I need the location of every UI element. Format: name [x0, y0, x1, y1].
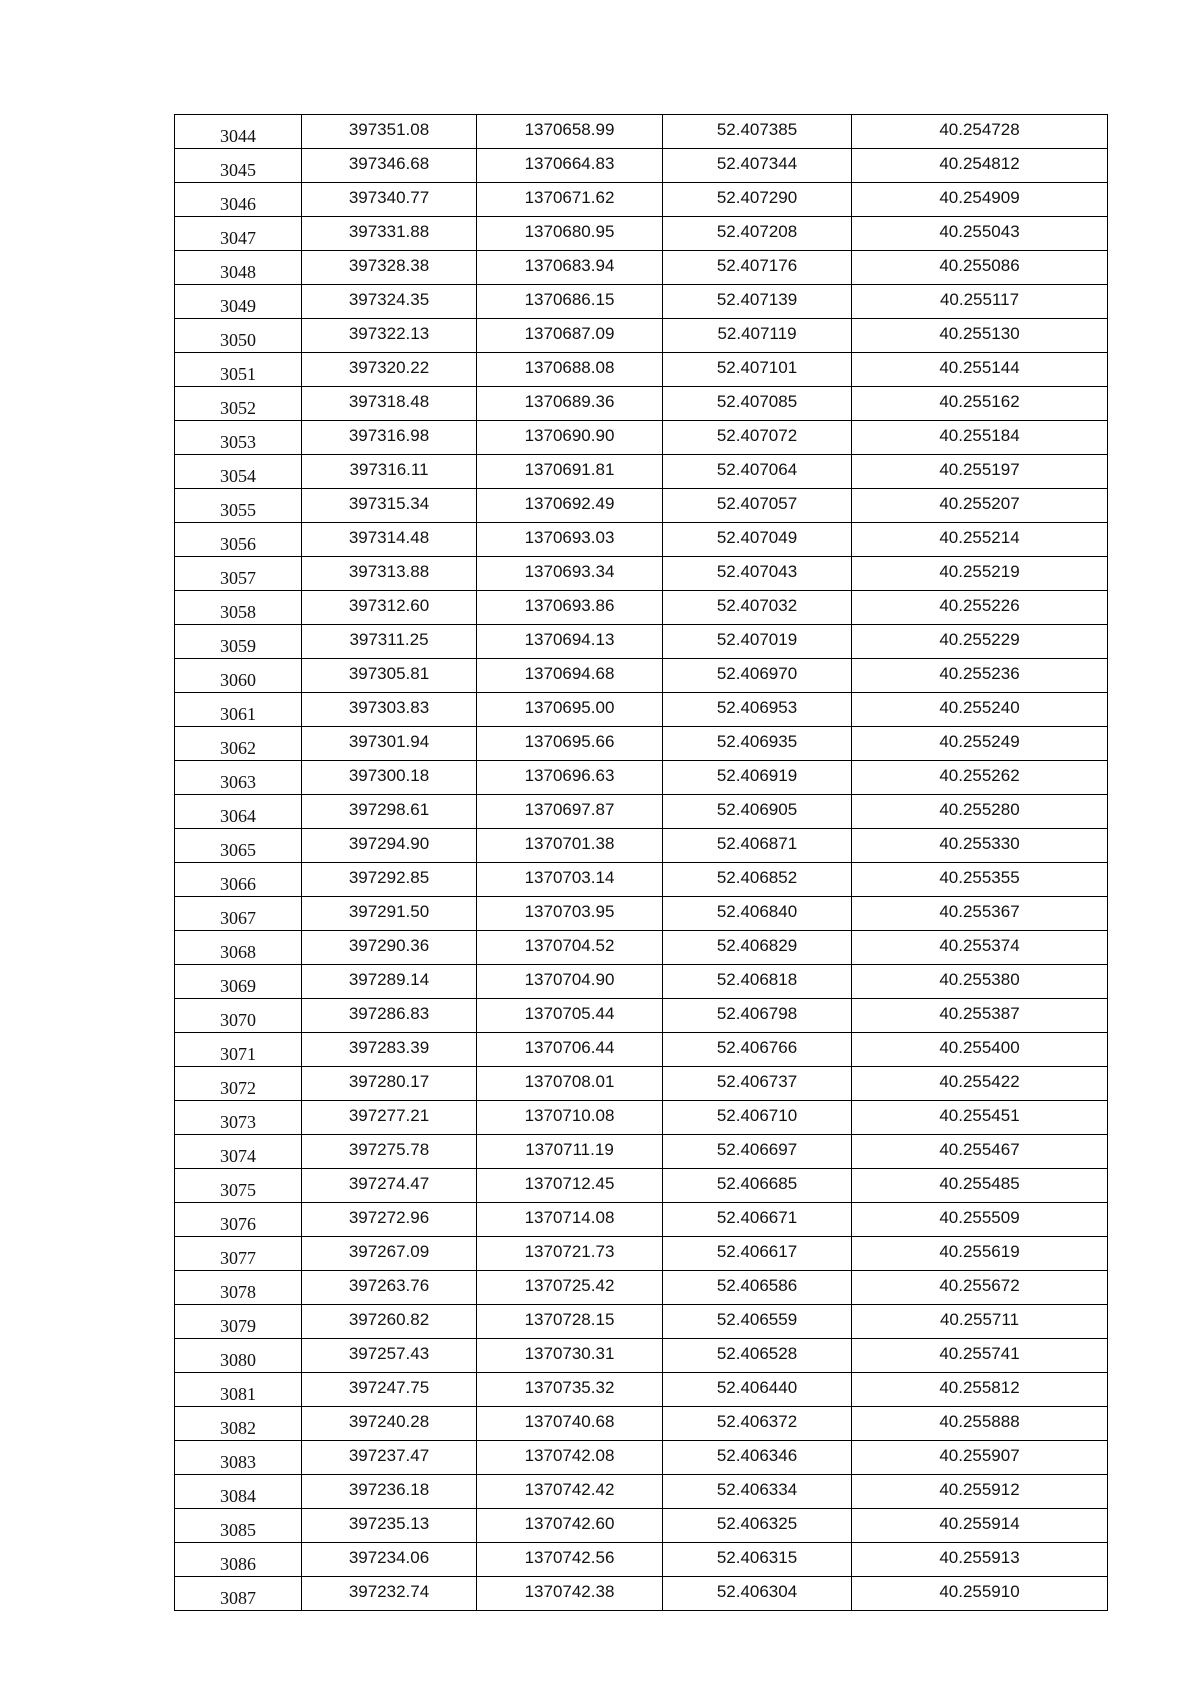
- y-coordinate-cell: 1370693.86: [477, 591, 663, 625]
- y-coordinate-cell: 1370742.42: [477, 1475, 663, 1509]
- latitude-cell: 52.406737: [663, 1067, 852, 1101]
- longitude-cell: 40.255330: [852, 829, 1108, 863]
- table-row: [175, 523, 1108, 557]
- y-coordinate-cell: 1370705.44: [477, 999, 663, 1033]
- table-row: [175, 1067, 1108, 1101]
- x-coordinate-cell: 397301.94: [302, 727, 477, 761]
- table-row: [175, 761, 1108, 795]
- y-coordinate-cell: 1370704.90: [477, 965, 663, 999]
- latitude-cell: 52.407064: [663, 455, 852, 489]
- x-coordinate-cell: 397303.83: [302, 693, 477, 727]
- longitude-cell: 40.254909: [852, 183, 1108, 217]
- y-coordinate-cell: 1370687.09: [477, 319, 663, 353]
- table-row: [175, 591, 1108, 625]
- x-coordinate-cell: 397291.50: [302, 897, 477, 931]
- y-coordinate-cell: 1370701.38: [477, 829, 663, 863]
- point-number-cell: 3054: [175, 455, 302, 489]
- y-coordinate-cell: 1370704.52: [477, 931, 663, 965]
- x-coordinate-cell: 397316.11: [302, 455, 477, 489]
- y-coordinate-cell: 1370730.31: [477, 1339, 663, 1373]
- longitude-cell: 40.255117: [852, 285, 1108, 319]
- coordinates-table-body: [175, 115, 1108, 1611]
- latitude-cell: 52.407176: [663, 251, 852, 285]
- point-number-cell: 3084: [175, 1475, 302, 1509]
- table-row: [175, 1339, 1108, 1373]
- longitude-cell: 40.255509: [852, 1203, 1108, 1237]
- longitude-cell: 40.255262: [852, 761, 1108, 795]
- x-coordinate-cell: 397346.68: [302, 149, 477, 183]
- longitude-cell: 40.255672: [852, 1271, 1108, 1305]
- table-row: [175, 1509, 1108, 1543]
- latitude-cell: 52.407290: [663, 183, 852, 217]
- table-row: [175, 319, 1108, 353]
- latitude-cell: 52.407385: [663, 115, 852, 149]
- table-row: [175, 149, 1108, 183]
- x-coordinate-cell: 397275.78: [302, 1135, 477, 1169]
- point-number-cell: 3065: [175, 829, 302, 863]
- longitude-cell: 40.255367: [852, 897, 1108, 931]
- x-coordinate-cell: 397286.83: [302, 999, 477, 1033]
- longitude-cell: 40.255912: [852, 1475, 1108, 1509]
- latitude-cell: 52.406528: [663, 1339, 852, 1373]
- x-coordinate-cell: 397320.22: [302, 353, 477, 387]
- point-number-cell: 3086: [175, 1543, 302, 1577]
- x-coordinate-cell: 397294.90: [302, 829, 477, 863]
- point-number-cell: 3053: [175, 421, 302, 455]
- latitude-cell: 52.406685: [663, 1169, 852, 1203]
- latitude-cell: 52.406798: [663, 999, 852, 1033]
- table-row: [175, 795, 1108, 829]
- y-coordinate-cell: 1370695.66: [477, 727, 663, 761]
- longitude-cell: 40.255741: [852, 1339, 1108, 1373]
- point-number-cell: 3048: [175, 251, 302, 285]
- longitude-cell: 40.255144: [852, 353, 1108, 387]
- point-number-cell: 3057: [175, 557, 302, 591]
- latitude-cell: 52.407208: [663, 217, 852, 251]
- x-coordinate-cell: 397283.39: [302, 1033, 477, 1067]
- x-coordinate-cell: 397340.77: [302, 183, 477, 217]
- table-row: [175, 217, 1108, 251]
- table-row: [175, 455, 1108, 489]
- point-number-cell: 3070: [175, 999, 302, 1033]
- point-number-cell: 3081: [175, 1373, 302, 1407]
- longitude-cell: 40.255219: [852, 557, 1108, 591]
- x-coordinate-cell: 397247.75: [302, 1373, 477, 1407]
- longitude-cell: 40.255086: [852, 251, 1108, 285]
- longitude-cell: 40.255249: [852, 727, 1108, 761]
- table-row: [175, 1237, 1108, 1271]
- x-coordinate-cell: 397272.96: [302, 1203, 477, 1237]
- y-coordinate-cell: 1370671.62: [477, 183, 663, 217]
- x-coordinate-cell: 397292.85: [302, 863, 477, 897]
- coordinates-table: [174, 114, 1108, 1611]
- table-row: [175, 353, 1108, 387]
- point-number-cell: 3077: [175, 1237, 302, 1271]
- latitude-cell: 52.407085: [663, 387, 852, 421]
- y-coordinate-cell: 1370697.87: [477, 795, 663, 829]
- table-row: [175, 557, 1108, 591]
- x-coordinate-cell: 397298.61: [302, 795, 477, 829]
- longitude-cell: 40.255207: [852, 489, 1108, 523]
- y-coordinate-cell: 1370693.34: [477, 557, 663, 591]
- longitude-cell: 40.255197: [852, 455, 1108, 489]
- latitude-cell: 52.406871: [663, 829, 852, 863]
- longitude-cell: 40.255130: [852, 319, 1108, 353]
- x-coordinate-cell: 397351.08: [302, 115, 477, 149]
- latitude-cell: 52.406818: [663, 965, 852, 999]
- x-coordinate-cell: 397240.28: [302, 1407, 477, 1441]
- table-row: [175, 489, 1108, 523]
- point-number-cell: 3050: [175, 319, 302, 353]
- y-coordinate-cell: 1370683.94: [477, 251, 663, 285]
- longitude-cell: 40.255400: [852, 1033, 1108, 1067]
- latitude-cell: 52.406919: [663, 761, 852, 795]
- point-number-cell: 3066: [175, 863, 302, 897]
- longitude-cell: 40.255229: [852, 625, 1108, 659]
- longitude-cell: 40.255711: [852, 1305, 1108, 1339]
- y-coordinate-cell: 1370695.00: [477, 693, 663, 727]
- longitude-cell: 40.255467: [852, 1135, 1108, 1169]
- y-coordinate-cell: 1370712.45: [477, 1169, 663, 1203]
- longitude-cell: 40.255226: [852, 591, 1108, 625]
- point-number-cell: 3056: [175, 523, 302, 557]
- longitude-cell: 40.254812: [852, 149, 1108, 183]
- x-coordinate-cell: 397322.13: [302, 319, 477, 353]
- x-coordinate-cell: 397260.82: [302, 1305, 477, 1339]
- y-coordinate-cell: 1370735.32: [477, 1373, 663, 1407]
- point-number-cell: 3067: [175, 897, 302, 931]
- y-coordinate-cell: 1370711.19: [477, 1135, 663, 1169]
- latitude-cell: 52.406766: [663, 1033, 852, 1067]
- x-coordinate-cell: 397236.18: [302, 1475, 477, 1509]
- y-coordinate-cell: 1370708.01: [477, 1067, 663, 1101]
- x-coordinate-cell: 397318.48: [302, 387, 477, 421]
- table-row: [175, 693, 1108, 727]
- table-row: [175, 1305, 1108, 1339]
- point-number-cell: 3055: [175, 489, 302, 523]
- point-number-cell: 3078: [175, 1271, 302, 1305]
- y-coordinate-cell: 1370742.38: [477, 1577, 663, 1611]
- point-number-cell: 3075: [175, 1169, 302, 1203]
- point-number-cell: 3082: [175, 1407, 302, 1441]
- point-number-cell: 3083: [175, 1441, 302, 1475]
- table-row: [175, 421, 1108, 455]
- y-coordinate-cell: 1370658.99: [477, 115, 663, 149]
- point-number-cell: 3051: [175, 353, 302, 387]
- x-coordinate-cell: 397235.13: [302, 1509, 477, 1543]
- table-row: [175, 829, 1108, 863]
- latitude-cell: 52.406304: [663, 1577, 852, 1611]
- table-row: [175, 999, 1108, 1033]
- x-coordinate-cell: 397312.60: [302, 591, 477, 625]
- table-row: [175, 1203, 1108, 1237]
- latitude-cell: 52.406829: [663, 931, 852, 965]
- y-coordinate-cell: 1370742.60: [477, 1509, 663, 1543]
- point-number-cell: 3047: [175, 217, 302, 251]
- y-coordinate-cell: 1370725.42: [477, 1271, 663, 1305]
- point-number-cell: 3072: [175, 1067, 302, 1101]
- point-number-cell: 3044: [175, 115, 302, 149]
- x-coordinate-cell: 397328.38: [302, 251, 477, 285]
- longitude-cell: 40.255619: [852, 1237, 1108, 1271]
- x-coordinate-cell: 397331.88: [302, 217, 477, 251]
- x-coordinate-cell: 397314.48: [302, 523, 477, 557]
- latitude-cell: 52.406325: [663, 1509, 852, 1543]
- latitude-cell: 52.407072: [663, 421, 852, 455]
- y-coordinate-cell: 1370686.15: [477, 285, 663, 319]
- table-row: [175, 931, 1108, 965]
- latitude-cell: 52.406953: [663, 693, 852, 727]
- latitude-cell: 52.407057: [663, 489, 852, 523]
- table-row: [175, 387, 1108, 421]
- table-row: [175, 1407, 1108, 1441]
- point-number-cell: 3063: [175, 761, 302, 795]
- point-number-cell: 3079: [175, 1305, 302, 1339]
- table-row: [175, 965, 1108, 999]
- table-row: [175, 285, 1108, 319]
- latitude-cell: 52.406440: [663, 1373, 852, 1407]
- latitude-cell: 52.407119: [663, 319, 852, 353]
- y-coordinate-cell: 1370689.36: [477, 387, 663, 421]
- longitude-cell: 40.255280: [852, 795, 1108, 829]
- longitude-cell: 40.254728: [852, 115, 1108, 149]
- table-row: [175, 1169, 1108, 1203]
- y-coordinate-cell: 1370692.49: [477, 489, 663, 523]
- latitude-cell: 52.406617: [663, 1237, 852, 1271]
- longitude-cell: 40.255043: [852, 217, 1108, 251]
- table-row: [175, 727, 1108, 761]
- latitude-cell: 52.406852: [663, 863, 852, 897]
- y-coordinate-cell: 1370740.68: [477, 1407, 663, 1441]
- longitude-cell: 40.255485: [852, 1169, 1108, 1203]
- table-row: [175, 625, 1108, 659]
- table-row: [175, 659, 1108, 693]
- x-coordinate-cell: 397257.43: [302, 1339, 477, 1373]
- point-number-cell: 3080: [175, 1339, 302, 1373]
- longitude-cell: 40.255812: [852, 1373, 1108, 1407]
- x-coordinate-cell: 397237.47: [302, 1441, 477, 1475]
- point-number-cell: 3076: [175, 1203, 302, 1237]
- table-row: [175, 1271, 1108, 1305]
- longitude-cell: 40.255214: [852, 523, 1108, 557]
- x-coordinate-cell: 397311.25: [302, 625, 477, 659]
- y-coordinate-cell: 1370742.08: [477, 1441, 663, 1475]
- y-coordinate-cell: 1370742.56: [477, 1543, 663, 1577]
- x-coordinate-cell: 397289.14: [302, 965, 477, 999]
- y-coordinate-cell: 1370694.68: [477, 659, 663, 693]
- table-row: [175, 115, 1108, 149]
- x-coordinate-cell: 397280.17: [302, 1067, 477, 1101]
- table-row: [175, 1543, 1108, 1577]
- point-number-cell: 3059: [175, 625, 302, 659]
- y-coordinate-cell: 1370714.08: [477, 1203, 663, 1237]
- point-number-cell: 3058: [175, 591, 302, 625]
- point-number-cell: 3049: [175, 285, 302, 319]
- latitude-cell: 52.406905: [663, 795, 852, 829]
- longitude-cell: 40.255355: [852, 863, 1108, 897]
- y-coordinate-cell: 1370688.08: [477, 353, 663, 387]
- longitude-cell: 40.255422: [852, 1067, 1108, 1101]
- point-number-cell: 3085: [175, 1509, 302, 1543]
- latitude-cell: 52.406935: [663, 727, 852, 761]
- y-coordinate-cell: 1370691.81: [477, 455, 663, 489]
- y-coordinate-cell: 1370703.14: [477, 863, 663, 897]
- x-coordinate-cell: 397274.47: [302, 1169, 477, 1203]
- x-coordinate-cell: 397300.18: [302, 761, 477, 795]
- x-coordinate-cell: 397313.88: [302, 557, 477, 591]
- point-number-cell: 3071: [175, 1033, 302, 1067]
- point-number-cell: 3045: [175, 149, 302, 183]
- latitude-cell: 52.407032: [663, 591, 852, 625]
- longitude-cell: 40.255240: [852, 693, 1108, 727]
- longitude-cell: 40.255913: [852, 1543, 1108, 1577]
- x-coordinate-cell: 397263.76: [302, 1271, 477, 1305]
- latitude-cell: 52.406671: [663, 1203, 852, 1237]
- table-row: [175, 1135, 1108, 1169]
- table-row: [175, 1475, 1108, 1509]
- point-number-cell: 3069: [175, 965, 302, 999]
- point-number-cell: 3064: [175, 795, 302, 829]
- latitude-cell: 52.407139: [663, 285, 852, 319]
- longitude-cell: 40.255380: [852, 965, 1108, 999]
- longitude-cell: 40.255184: [852, 421, 1108, 455]
- x-coordinate-cell: 397324.35: [302, 285, 477, 319]
- x-coordinate-cell: 397290.36: [302, 931, 477, 965]
- latitude-cell: 52.406346: [663, 1441, 852, 1475]
- point-number-cell: 3062: [175, 727, 302, 761]
- latitude-cell: 52.407101: [663, 353, 852, 387]
- x-coordinate-cell: 397267.09: [302, 1237, 477, 1271]
- table-row: [175, 863, 1108, 897]
- latitude-cell: 52.406586: [663, 1271, 852, 1305]
- latitude-cell: 52.407019: [663, 625, 852, 659]
- x-coordinate-cell: 397305.81: [302, 659, 477, 693]
- latitude-cell: 52.406315: [663, 1543, 852, 1577]
- latitude-cell: 52.406840: [663, 897, 852, 931]
- x-coordinate-cell: 397277.21: [302, 1101, 477, 1135]
- point-number-cell: 3061: [175, 693, 302, 727]
- y-coordinate-cell: 1370721.73: [477, 1237, 663, 1271]
- longitude-cell: 40.255914: [852, 1509, 1108, 1543]
- x-coordinate-cell: 397315.34: [302, 489, 477, 523]
- point-number-cell: 3060: [175, 659, 302, 693]
- longitude-cell: 40.255888: [852, 1407, 1108, 1441]
- point-number-cell: 3074: [175, 1135, 302, 1169]
- table-row: [175, 1373, 1108, 1407]
- latitude-cell: 52.406372: [663, 1407, 852, 1441]
- table-row: [175, 897, 1108, 931]
- y-coordinate-cell: 1370680.95: [477, 217, 663, 251]
- table-row: [175, 1033, 1108, 1067]
- longitude-cell: 40.255907: [852, 1441, 1108, 1475]
- latitude-cell: 52.406334: [663, 1475, 852, 1509]
- y-coordinate-cell: 1370690.90: [477, 421, 663, 455]
- table-row: [175, 183, 1108, 217]
- latitude-cell: 52.406559: [663, 1305, 852, 1339]
- latitude-cell: 52.406710: [663, 1101, 852, 1135]
- y-coordinate-cell: 1370706.44: [477, 1033, 663, 1067]
- latitude-cell: 52.407049: [663, 523, 852, 557]
- y-coordinate-cell: 1370664.83: [477, 149, 663, 183]
- point-number-cell: 3068: [175, 931, 302, 965]
- y-coordinate-cell: 1370694.13: [477, 625, 663, 659]
- y-coordinate-cell: 1370710.08: [477, 1101, 663, 1135]
- latitude-cell: 52.406970: [663, 659, 852, 693]
- longitude-cell: 40.255910: [852, 1577, 1108, 1611]
- point-number-cell: 3073: [175, 1101, 302, 1135]
- y-coordinate-cell: 1370703.95: [477, 897, 663, 931]
- latitude-cell: 52.407043: [663, 557, 852, 591]
- table-row: [175, 251, 1108, 285]
- longitude-cell: 40.255387: [852, 999, 1108, 1033]
- x-coordinate-cell: 397316.98: [302, 421, 477, 455]
- latitude-cell: 52.407344: [663, 149, 852, 183]
- longitude-cell: 40.255451: [852, 1101, 1108, 1135]
- x-coordinate-cell: 397232.74: [302, 1577, 477, 1611]
- point-number-cell: 3046: [175, 183, 302, 217]
- table-row: [175, 1101, 1108, 1135]
- table-row: [175, 1577, 1108, 1611]
- longitude-cell: 40.255374: [852, 931, 1108, 965]
- y-coordinate-cell: 1370693.03: [477, 523, 663, 557]
- table-row: [175, 1441, 1108, 1475]
- y-coordinate-cell: 1370696.63: [477, 761, 663, 795]
- longitude-cell: 40.255236: [852, 659, 1108, 693]
- point-number-cell: 3087: [175, 1577, 302, 1611]
- x-coordinate-cell: 397234.06: [302, 1543, 477, 1577]
- point-number-cell: 3052: [175, 387, 302, 421]
- latitude-cell: 52.406697: [663, 1135, 852, 1169]
- longitude-cell: 40.255162: [852, 387, 1108, 421]
- y-coordinate-cell: 1370728.15: [477, 1305, 663, 1339]
